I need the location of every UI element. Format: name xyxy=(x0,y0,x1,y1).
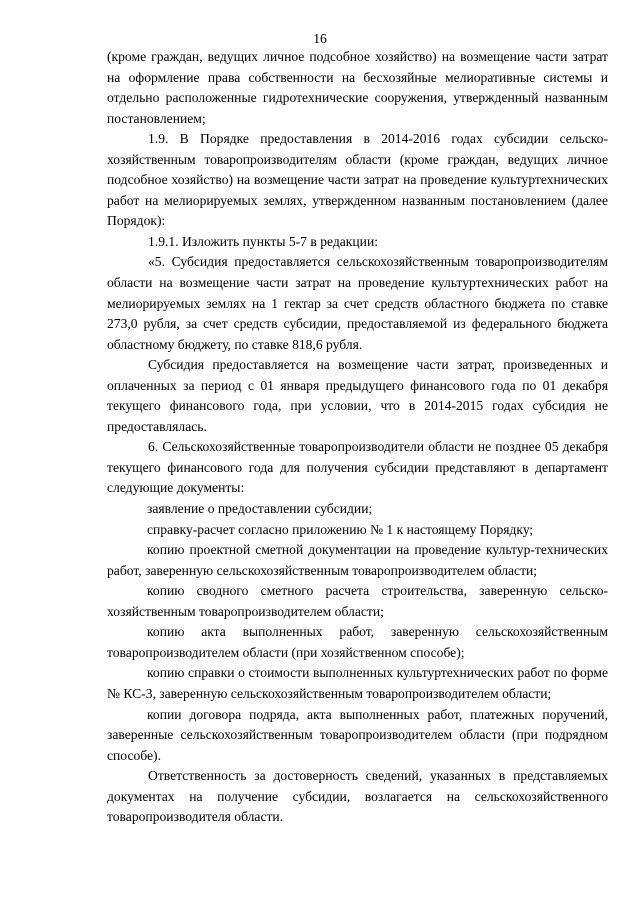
list-item-estimate: копию сводного сметного расчета строительства, заверенную сельско-хозяйственным товаропроизводителем области; xyxy=(107,583,608,619)
page-number: 16 xyxy=(313,31,327,46)
list-item-contract-copies: копии договора подряда, акта выполненных работ, платежных поручений, заверенные сельскохозяйственным товаропроизводителем области (при подрядном способе). xyxy=(107,706,608,763)
paragraph-point-5-period: Субсидия предоставляется на возмещение части затрат, произведенных и оплаченных за период с 01 января предыдущего финансового года по 01 декабря текущего финансового года, при условии, что в 2014-2015 годах субсидия не предоставлялась. xyxy=(107,357,608,434)
paragraph-item-1-9: 1.9. В Порядке предоставления в 2014-2016 годах субсидии сельско-хозяйственным товаропроизводителям области (кроме граждан, ведущих личное подсобное хозяйство) на возмещение части затрат на проведение культуртехнических работ на мелиорируемых землях, утвержденном названным постановлением (далее Порядок): xyxy=(107,131,608,229)
paragraph-continuation: (кроме граждан, ведущих личное подсобное хозяйство) на возмещение части затрат на оформление права собственности на бесхозяйные мелиоративные системы и отдельно расположенные гидротехнические сооружения, утвержденный названным постановлением; xyxy=(107,49,608,126)
list-item-ks3-certificate: копию справки о стоимости выполненных культуртехнических работ по форме № КС-3, заверенную сельскохозяйственным товаропроизводителем области; xyxy=(107,665,608,701)
list-item-project-docs: копию проектной сметной документации на проведение культур-технических работ, заверенную сельскохозяйственным товаропроизводителем области; xyxy=(107,542,608,578)
paragraph-item-1-9-1: 1.9.1. Изложить пункты 5-7 в редакции: xyxy=(148,233,379,249)
list-item-calculation: справку-расчет согласно приложению № 1 к настоящему Порядку; xyxy=(147,521,534,537)
paragraph-point-6: 6. Сельскохозяйственные товаропроизводители области не позднее 05 декабря текущего финансового года для получения субсидии представляют в департамент следующие документы: xyxy=(107,439,608,496)
paragraph-point-5: «5. Субсидия предоставляется сельскохозяйственным товаропроизводителям области на возмещение части затрат на проведение культуртехнических работ на мелиорируемых землях на 1 гектар за счет средств областного бюджета по ставке 273,0 рубля, за счет средств субсидии, предоставляемой из федерального бюджета областному бюджету, по ставке 818,6 рубля. xyxy=(107,254,608,352)
paragraph-responsibility: Ответственность за достоверность сведений, указанных в представляемых документах на получение субсидии, возлагается на сельскохозяйственного товаропроизводителя области. xyxy=(107,768,608,825)
list-item-application: заявление о предоставлении субсидии; xyxy=(147,501,373,517)
list-item-works-act: копию акта выполненных работ, заверенную сельскохозяйственным товаропроизводителем области (при хозяйственном способе); xyxy=(107,624,608,660)
document-body xyxy=(107,47,608,828)
